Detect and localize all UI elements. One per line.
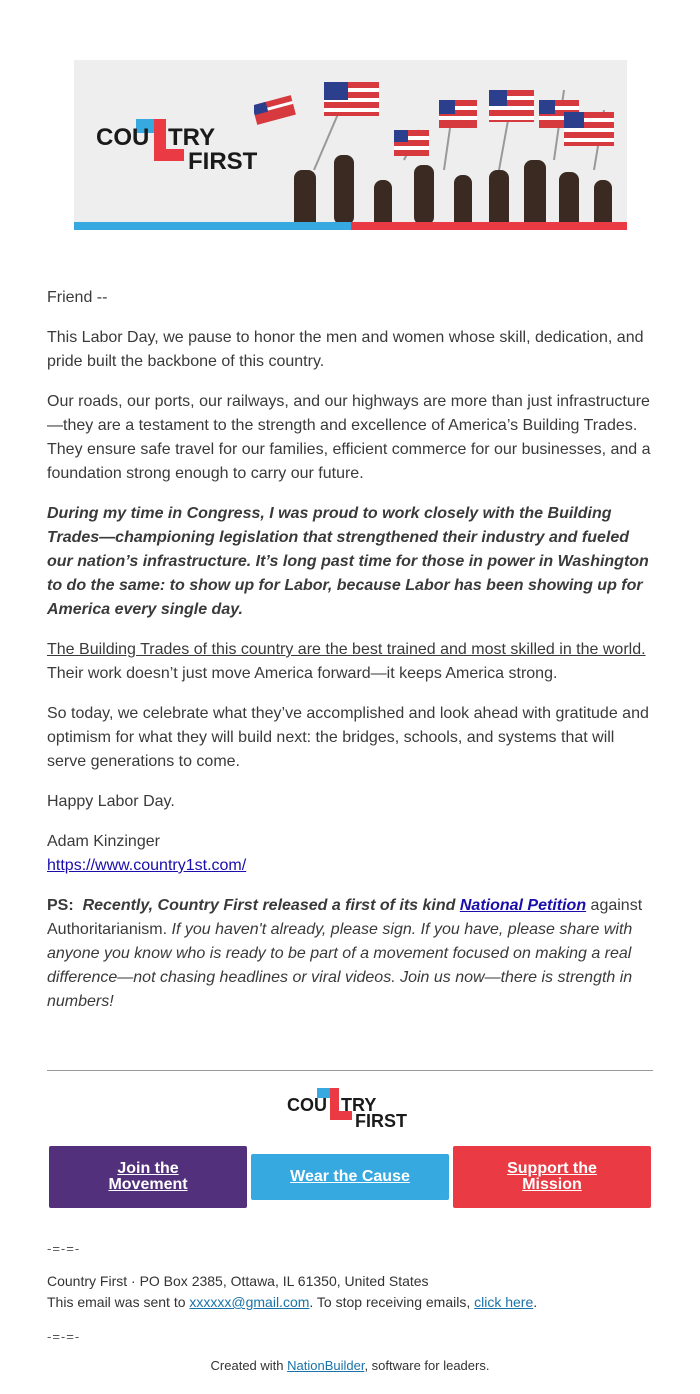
wear-label: Wear the Cause	[290, 1168, 410, 1185]
email-body	[47, 286, 655, 1030]
svg-text:TRY: TRY	[168, 124, 216, 151]
footer-sent-line	[47, 1292, 537, 1313]
header-banner	[74, 60, 627, 230]
postscript	[47, 894, 655, 1014]
signer-name: Adam Kinzinger	[47, 833, 160, 850]
support-line-2: Mission	[522, 1176, 582, 1193]
ps-bold-text: Recently, Country First released a first of its kind	[82, 897, 456, 914]
sent-prefix: This email was sent to	[47, 1294, 190, 1310]
signature	[47, 830, 655, 878]
join-line-2: Movement	[108, 1176, 188, 1193]
banner-stripe-blue	[74, 222, 351, 230]
ps-italic-text: If you haven't already, please sign. If you have, please share with anyone you know who is ready to be part of a movement focused on making a real difference—not chasing headlines or viral videos. Join us now—there is strength in numbers!	[47, 921, 633, 1010]
unsubscribe-link[interactable]: click here	[474, 1294, 534, 1310]
footer-info	[47, 1271, 537, 1313]
paragraph-4	[47, 638, 655, 686]
ps-after-link: against Authoritarianism.	[47, 897, 643, 938]
footer-separator-bottom: -=-=-	[47, 1329, 81, 1344]
ps-label: PS:	[47, 897, 74, 914]
svg-text:COU: COU	[287, 1095, 327, 1115]
wear-the-cause-button[interactable]	[251, 1154, 449, 1200]
support-the-mission-button[interactable]	[453, 1146, 651, 1208]
paragraph-5: So today, we celebrate what they’ve accomplished and look ahead with gratitude and optimism for what they will build next: the bridges, schools, and systems that will serve generations to come.	[47, 705, 649, 770]
footer-address: Country First · PO Box 2385, Ottawa, IL 61350, United States	[47, 1273, 429, 1289]
paragraph-2: Our roads, our ports, our railways, and our highways are more than just infrastructure—they are a testament to the strength and excellence of America’s Building Trades. They ensure safe travel for our families, efficient commerce for our businesses, and a foundation strong enough to carry our future.	[47, 393, 651, 482]
created-with-line	[0, 1358, 700, 1373]
sent-suffix: .	[533, 1294, 538, 1310]
website-link[interactable]: https://www.country1st.com/	[47, 857, 247, 874]
support-line-1: Support the	[507, 1160, 597, 1177]
svg-text:FIRST: FIRST	[355, 1111, 407, 1131]
paragraph-4-rest: Their work doesn’t just move America forward—it keeps America strong.	[47, 665, 558, 682]
national-petition-link[interactable]: National Petition	[459, 897, 587, 914]
svg-text:FIRST: FIRST	[188, 148, 258, 175]
sent-middle: . To stop receiving emails,	[309, 1294, 475, 1310]
paragraph-4-underlined: The Building Trades of this country are the best trained and most skilled in the world.	[47, 641, 646, 658]
paragraph-3: During my time in Congress, I was proud to work closely with the Building Trades—championing legislation that strengthened their industry and fueled our nation’s infrastructure. It’s long past time for those in power in Washington to do the same: to show up for Labor, because Labor has been showing up for America every single day.	[47, 505, 649, 618]
join-line-1: Join the	[117, 1160, 179, 1177]
greeting: Friend --	[47, 289, 108, 306]
svg-text:COU: COU	[96, 124, 150, 151]
footer-divider	[47, 1070, 653, 1071]
banner-stripe-red	[351, 222, 627, 230]
paragraph-1: This Labor Day, we pause to honor the men and women whose skill, dedication, and pride built the backbone of this country.	[47, 329, 644, 370]
country-first-logo	[96, 115, 266, 185]
footer-separator-top: -=-=-	[47, 1241, 81, 1256]
created-prefix: Created with	[210, 1358, 288, 1373]
closing: Happy Labor Day.	[47, 793, 175, 810]
waving-flags-illustration	[254, 60, 627, 222]
recipient-email-link[interactable]: xxxxxx@gmail.com	[189, 1294, 310, 1310]
join-the-movement-button[interactable]	[49, 1146, 247, 1208]
created-suffix: , software for leaders.	[364, 1358, 490, 1373]
nationbuilder-link[interactable]: NationBuilder	[287, 1358, 365, 1373]
country-first-logo-small	[287, 1087, 413, 1131]
svg-text:TRY: TRY	[341, 1095, 377, 1115]
